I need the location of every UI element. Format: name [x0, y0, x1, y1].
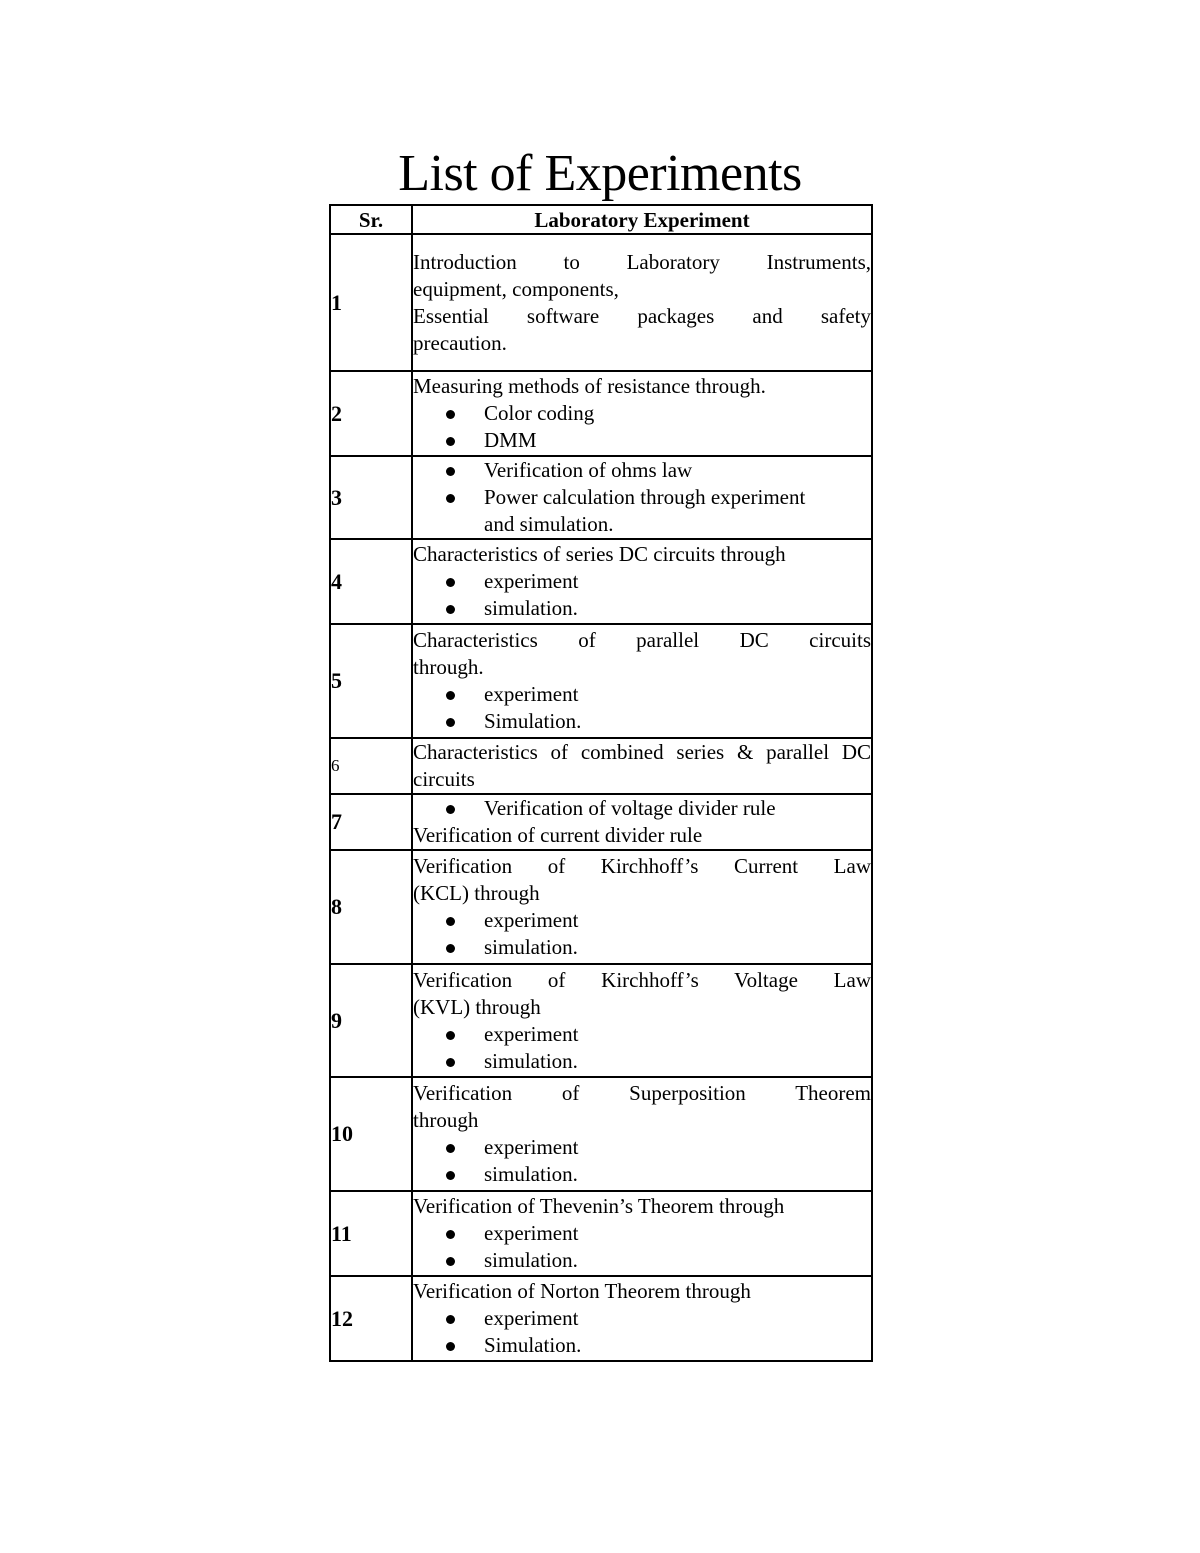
- experiment-line: Characteristics of combined series & parallel DC: [413, 740, 871, 764]
- bullet-item: Power calculation through experiment: [413, 484, 871, 511]
- bullet-icon: [446, 1230, 455, 1239]
- table-row: [330, 371, 872, 456]
- table-row: [330, 624, 872, 738]
- bullet-item: Verification of ohms law: [413, 457, 871, 484]
- sr-number: 11: [330, 1191, 412, 1276]
- experiment-intro: Verification of Norton Theorem through: [413, 1279, 751, 1303]
- bullet-item: experiment: [413, 907, 871, 934]
- experiment-intro-line: through: [413, 1108, 479, 1132]
- experiment-intro: Characteristics of series DC circuits through: [413, 542, 786, 566]
- experiment-intro-line: Characteristics of parallel DC circuits: [413, 628, 871, 652]
- experiment-cell: [412, 1191, 872, 1276]
- bullet-icon: [446, 1315, 455, 1324]
- experiment-cell: [412, 1077, 872, 1191]
- bullet-item: simulation.: [413, 934, 871, 961]
- experiment-intro: Measuring methods of resistance through.: [413, 374, 766, 398]
- sr-number: 5: [330, 624, 412, 738]
- bullet-icon: [446, 578, 455, 587]
- bullet-icon: [446, 718, 455, 727]
- bullet-icon: [446, 437, 455, 446]
- table-row: [330, 539, 872, 624]
- table-row: [330, 964, 872, 1077]
- bullet-icon: [446, 944, 455, 953]
- experiment-cell: [412, 738, 872, 794]
- experiment-cell: [412, 371, 872, 456]
- bullet-icon: [446, 1058, 455, 1067]
- bullet-item: simulation.: [413, 1161, 871, 1188]
- bullet-icon: [446, 691, 455, 700]
- sr-number: 2: [330, 371, 412, 456]
- experiment-cell: [412, 964, 872, 1077]
- bullet-icon: [446, 1031, 455, 1040]
- bullet-item: Simulation.: [413, 1332, 871, 1359]
- bullet-item: experiment: [413, 1220, 871, 1247]
- bullet-item: simulation.: [413, 1048, 871, 1075]
- bullet-icon: [446, 467, 455, 476]
- experiment-intro-line: Verification of Kirchhoff’s Current Law: [413, 854, 871, 878]
- experiment-cell: [412, 1276, 872, 1361]
- bullet-item: DMM: [413, 427, 871, 454]
- bullet-item: simulation.: [413, 595, 871, 622]
- experiment-cell: [412, 794, 872, 850]
- table-row: [330, 456, 872, 539]
- table-row: [330, 234, 872, 371]
- bullet-item: experiment: [413, 568, 871, 595]
- table-row: [330, 738, 872, 794]
- bullet-item: experiment: [413, 1134, 871, 1161]
- experiment-intro-line: Verification of Superposition Theorem: [413, 1081, 871, 1105]
- header-sr: Sr.: [330, 205, 412, 234]
- experiments-table: [329, 204, 873, 1362]
- experiment-line: precaution.: [413, 330, 507, 355]
- sr-number: 4: [330, 539, 412, 624]
- sr-number: 3: [330, 456, 412, 539]
- table-row: [330, 1077, 872, 1191]
- bullet-item: experiment: [413, 1305, 871, 1332]
- bullet-icon: [446, 410, 455, 419]
- experiment-intro-line: Verification of Kirchhoff’s Voltage Law: [413, 967, 871, 992]
- experiment-intro-line: through.: [413, 655, 484, 679]
- bullet-icon: [446, 1171, 455, 1180]
- experiment-cell: [412, 539, 872, 624]
- table-row: [330, 794, 872, 850]
- experiment-line: Introduction to Laboratory Instruments,: [413, 249, 871, 274]
- sr-number: 10: [330, 1077, 412, 1191]
- experiment-intro-line: (KCL) through: [413, 881, 540, 905]
- experiment-cell: [412, 234, 872, 371]
- bullet-item: Verification of voltage divider rule: [413, 795, 871, 822]
- bullet-item: Color coding: [413, 400, 871, 427]
- sr-number: 7: [330, 794, 412, 850]
- sr-number: 8: [330, 850, 412, 964]
- sr-number: 12: [330, 1276, 412, 1361]
- bullet-icon: [446, 494, 455, 503]
- bullet-item: experiment: [413, 681, 871, 708]
- experiment-intro-line: (KVL) through: [413, 994, 541, 1019]
- experiment-cell: [412, 624, 872, 738]
- table-row: [330, 1276, 872, 1361]
- bullet-item: Simulation.: [413, 708, 871, 735]
- bullet-icon: [446, 1144, 455, 1153]
- experiment-line: Verification of current divider rule: [413, 823, 703, 847]
- experiment-intro: Verification of Thevenin’s Theorem through: [413, 1194, 785, 1218]
- experiment-line: circuits: [413, 767, 475, 791]
- bullet-continuation: and simulation.: [484, 512, 614, 536]
- experiment-cell: [412, 850, 872, 964]
- experiment-cell: [412, 456, 872, 539]
- experiment-line: equipment, components,: [413, 276, 619, 301]
- experiment-line: Essential software packages and safety: [413, 303, 871, 328]
- sr-number: 9: [330, 964, 412, 1077]
- bullet-icon: [446, 1257, 455, 1266]
- table-row: [330, 1191, 872, 1276]
- bullet-item: experiment: [413, 1021, 871, 1048]
- page-title: List of Experiments: [398, 145, 802, 202]
- bullet-item: simulation.: [413, 1247, 871, 1274]
- bullet-icon: [446, 805, 455, 814]
- bullet-icon: [446, 917, 455, 926]
- sr-number: 6: [330, 738, 412, 794]
- sr-number: 1: [330, 234, 412, 371]
- bullet-icon: [446, 605, 455, 614]
- table-header-row: [330, 205, 872, 234]
- table-row: [330, 850, 872, 964]
- bullet-icon: [446, 1342, 455, 1351]
- header-experiment: Laboratory Experiment: [412, 205, 872, 234]
